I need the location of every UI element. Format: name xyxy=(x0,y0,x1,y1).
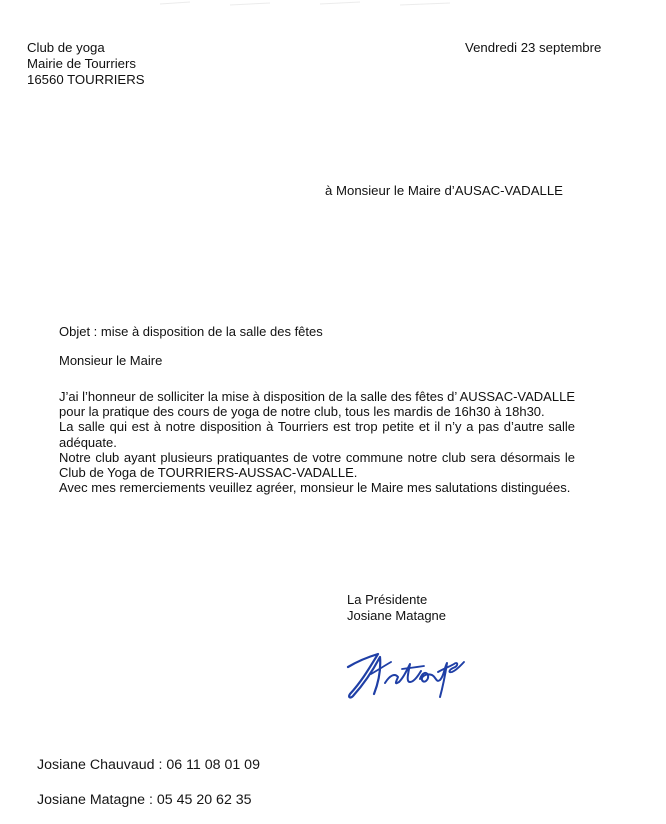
contact-chauvaud-phone: Josiane Chauvaud : 06 11 08 01 09 xyxy=(37,757,260,773)
signatory-name: Josiane Matagne xyxy=(347,608,447,623)
body-paragraph: Avec mes remerciements veuillez agréer, monsieur le Maire mes salutations distinguées. xyxy=(59,480,571,496)
sender-postal-city: 16560 TOURRIERS xyxy=(27,72,145,87)
handwritten-signature xyxy=(340,633,470,705)
letter-salutation: Monsieur le Maire xyxy=(59,353,163,368)
signatory-title: La Présidente xyxy=(347,592,428,607)
letter-date: Vendredi 23 septembre xyxy=(465,40,602,55)
sender-name: Club de yoga xyxy=(27,40,105,55)
scan-artifact xyxy=(150,0,510,8)
letter-body xyxy=(59,389,575,495)
sender-address xyxy=(27,40,145,88)
recipient-line: à Monsieur le Maire d’AUSAC-VADALLE xyxy=(325,183,563,198)
body-paragraph: J’ai l’honneur de solliciter la mise à disposition de la salle des fêtes d’ AUSSAC-VADALLE pour la pratique des cours de yoga de notre club, tous les mardis de 16h30 à 18h30. xyxy=(59,389,575,420)
contact-matagne-phone: Josiane Matagne : 05 45 20 62 35 xyxy=(37,792,252,808)
letter-subject: Objet : mise à disposition de la salle des fêtes xyxy=(59,324,323,339)
body-paragraph: Notre club ayant plusieurs pratiquantes de votre commune notre club sera désormais le Club de Yoga de TOURRIERS-AUSSAC-VADALLE. xyxy=(59,449,575,481)
signature-block xyxy=(347,592,446,624)
sender-institution: Mairie de Tourriers xyxy=(27,56,136,71)
body-paragraph: La salle qui est à notre disposition à Tourriers est trop petite et il n’y a pas d’autre salle adéquate. xyxy=(59,419,575,450)
